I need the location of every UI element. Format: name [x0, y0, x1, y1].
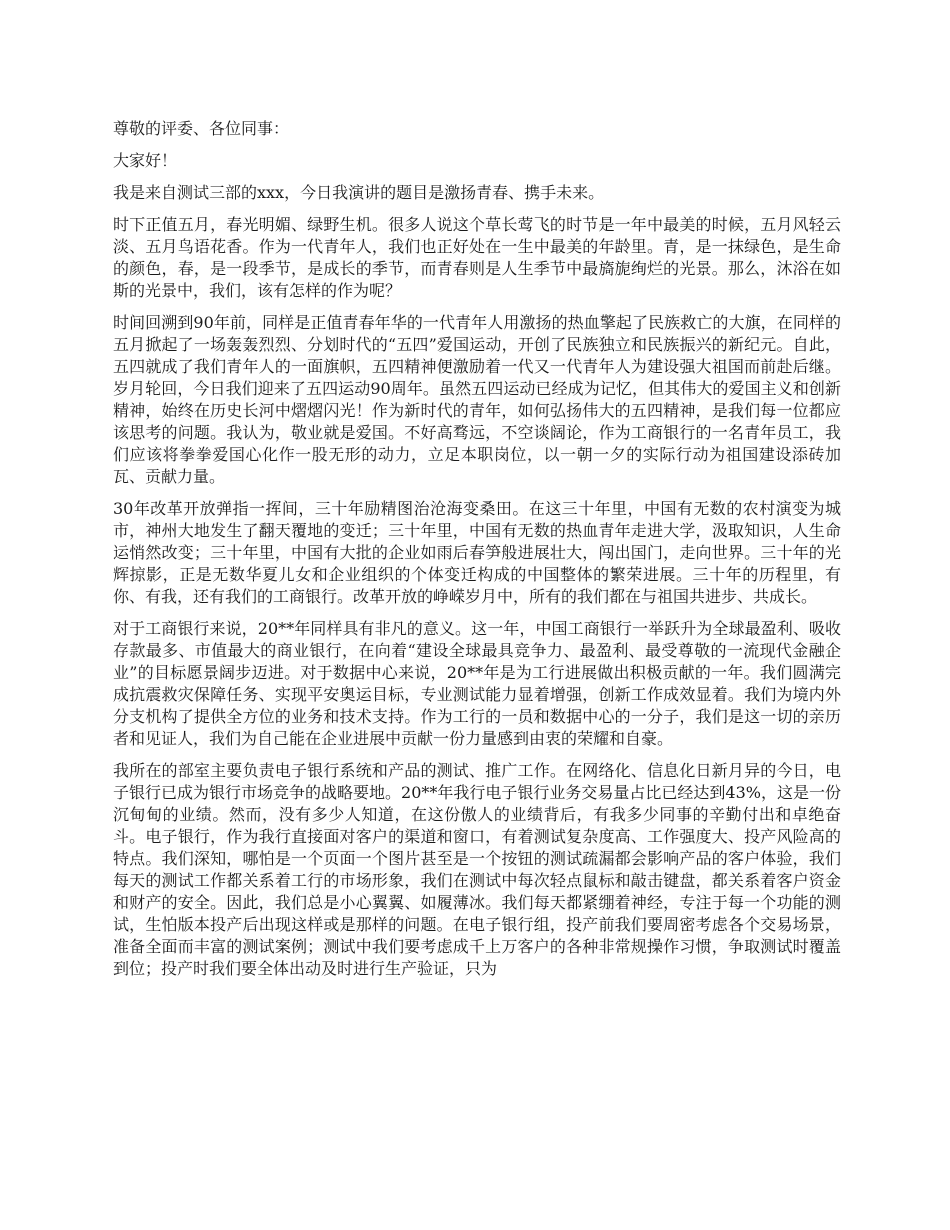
- salutation: 尊敬的评委、各位同事：: [113, 119, 290, 138]
- paragraph-ebanking: 我所在的部室主要负责电子银行系统和产品的测试、推广工作。在网络化、信息化日新月异的今日，电子银行已成为银行市场竞争的战略要地。20**年我行电子银行业务交易量占比已经达到43%，这是一份沉甸甸的业绩。然而，没有多少人知道，在这份傲人的业绩背后，有我多少同事的辛勤付出和卓绝奋斗。电子银行，作为我行直接面对客户的渠道和窗口，有着测试复杂度高、工作强度大、投产风险高的特点。我们深知，哪怕是一个页面一个图片甚至是一个按钮的测试疏漏都会影响产品的客户体验，我们每天的测试工作都关系着工行的市场形象，我们在测试中每次轻点鼠标和敲击键盘，都关系着客户资金和财产的安全。因此，我们总是小心翼翼、如履薄冰。我们每天都紧绷着神经，专注于每一个功能的测试，生怕版本投产后出现这样或是那样的问题。在电子银行组，投产前我们要周密考虑各个交易场景，准备全面而丰富的测试案例；测试中我们要考虑成千上万客户的各种非常规操作习惯，争取测试时覆盖到位；投产时我们要全体出动及时进行生产验证，只为: [113, 761, 841, 978]
- paragraph-intro: 我是来自测试三部的xxx，今日我演讲的题目是激扬青春、携手未来。: [113, 183, 605, 202]
- document-body: [113, 118, 841, 990]
- paragraph-icbc: 对于工商银行来说，20**年同样具有非凡的意义。这一年，中国工商银行一举跃升为全球最盈利、吸收存款最多、市值最大的商业银行，在向着“建设全球最具竞争力、最盈利、最受尊敬的一流现代金融企业”的目标愿景阔步迈进。对于数据中心来说，20**年是为工行进展做出积极贡献的一年。我们圆满完成抗震救灾保障任务、实现平安奥运目标，专业测试能力显着增强，创新工作成效显着。我们为境内外分支机构了提供全方位的业务和技术支持。作为工行的一员和数据中心的一分子，我们是这一切的亲历者和见证人，我们为自己能在企业进展中贡献一份力量感到由衷的荣耀和自豪。: [113, 619, 841, 748]
- paragraph-reform: 30年改革开放弹指一挥间，三十年励精图治沧海变桑田。在这三十年里，中国有无数的农村演变为城市，神州大地发生了翻天覆地的变迁；三十年里，中国有无数的热血青年走进大学，汲取知识，人生命运悄然改变；三十年里，中国有大批的企业如雨后春笋般进展壮大，闯出国门，走向世界。三十年的光辉掠影，正是无数华夏儿女和企业组织的个体变迁构成的中国整体的繁荣进展。三十年的历程里，有你、有我，还有我们的工商银行。改革开放的峥嵘岁月中，所有的我们都在与祖国共进步、共成长。: [113, 499, 841, 606]
- paragraph-may: 时下正值五月，春光明媚、绿野生机。很多人说这个草长莺飞的时节是一年中最美的时候，五月风轻云淡、五月鸟语花香。作为一代青年人，我们也正好处在一生中最美的年龄里。青，是一抹绿色，是生命的颜色，春，是一段季节，是成长的季节，而青春则是人生季节中最旖旎绚烂的光景。那么，沐浴在如斯的光景中，我们，该有怎样的作为呢？: [113, 215, 841, 300]
- paragraph-may-fourth: 时间回溯到90年前，同样是正值青春年华的一代青年人用激扬的热血擎起了民族救亡的大旗，在同样的五月掀起了一场轰轰烈烈、分划时代的“五四”爱国运动，开创了民族独立和民族振兴的新纪元。自此，五四就成了我们青年人的一面旗帜，五四精神便激励着一代又一代青年人为建设强大祖国而前赴后继。岁月轮回，今日我们迎来了五四运动90周年。虽然五四运动已经成为记忆，但其伟大的爱国主义和创新精神，始终在历史长河中熠熠闪光！作为新时代的青年，如何弘扬伟大的五四精神，是我们每一位都应该思考的问题。我认为，敬业就是爱国。不好高骛远，不空谈阔论，作为工商银行的一名青年员工，我们应该将拳拳爱国心化作一股无形的动力，立足本职岗位，以一朝一夕的实际行动为祖国建设添砖加瓦、贡献力量。: [113, 313, 841, 486]
- greeting: 大家好！: [113, 151, 178, 170]
